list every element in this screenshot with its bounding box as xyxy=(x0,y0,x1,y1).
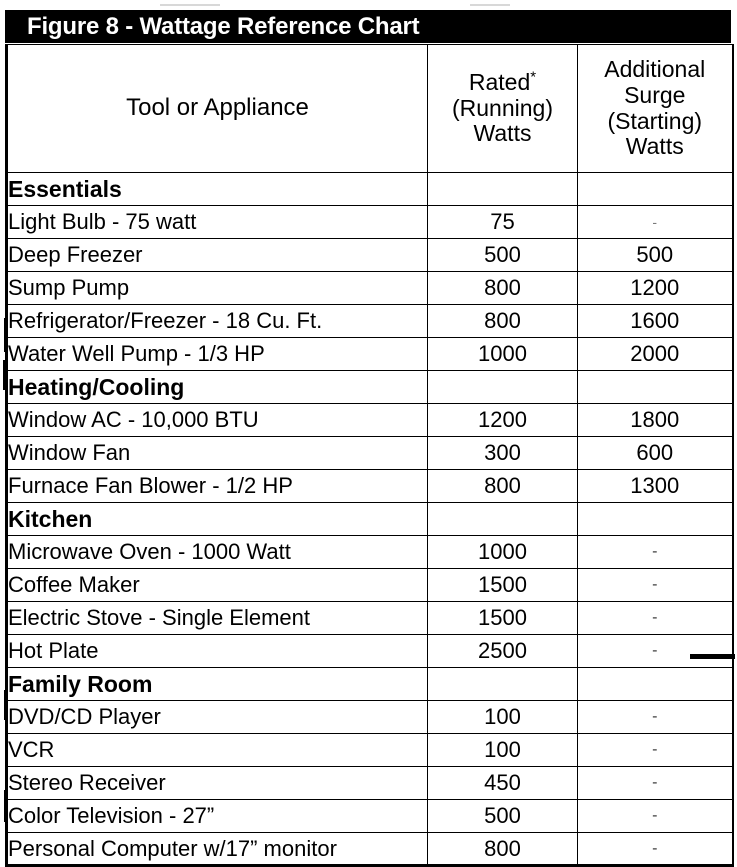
table-row xyxy=(7,239,733,272)
surge-watts-cell: - xyxy=(578,602,733,635)
table-row xyxy=(7,536,733,569)
section-header-row xyxy=(7,173,733,206)
table-head xyxy=(7,45,733,173)
section-title: Family Room xyxy=(7,668,428,701)
appliance-name-cell: Window Fan xyxy=(7,437,428,470)
rated-watts-cell: 1500 xyxy=(428,569,578,602)
appliance-name-cell: VCR xyxy=(7,734,428,767)
rated-line-1 xyxy=(428,70,577,96)
surge-line-2: Surge xyxy=(624,81,686,108)
surge-watts-cell: - xyxy=(578,767,733,800)
table-body xyxy=(7,173,733,866)
section-header-row xyxy=(7,371,733,404)
figure-title-bar xyxy=(5,10,731,43)
surge-watts-cell: 1800 xyxy=(578,404,733,437)
rated-watts-cell: 1500 xyxy=(428,602,578,635)
appliance-name-cell: Color Television - 27” xyxy=(7,800,428,833)
section-rated-blank xyxy=(428,668,578,701)
appliance-name-cell: Microwave Oven - 1000 Watt xyxy=(7,536,428,569)
scan-artifact xyxy=(470,4,510,6)
surge-watts-cell: 1300 xyxy=(578,470,733,503)
rated-watts-cell: 1200 xyxy=(428,404,578,437)
section-rated-blank xyxy=(428,371,578,404)
rated-watts-cell: 1000 xyxy=(428,338,578,371)
appliance-name-cell: Electric Stove - Single Element xyxy=(7,602,428,635)
section-surge-blank xyxy=(578,503,733,536)
appliance-name-cell: Water Well Pump - 1/3 HP xyxy=(7,338,428,371)
table-row xyxy=(7,602,733,635)
rated-watts-cell: 100 xyxy=(428,734,578,767)
rated-watts-cell: 1000 xyxy=(428,536,578,569)
section-title: Essentials xyxy=(7,173,428,206)
appliance-name-cell: Light Bulb - 75 watt xyxy=(7,206,428,239)
section-title: Kitchen xyxy=(7,503,428,536)
wattage-table xyxy=(5,44,734,867)
table-row xyxy=(7,437,733,470)
rated-line-3: Watts xyxy=(473,120,532,147)
section-title: Heating/Cooling xyxy=(7,371,428,404)
table-row xyxy=(7,305,733,338)
surge-watts-cell: - xyxy=(578,734,733,767)
appliance-name-cell: Coffee Maker xyxy=(7,569,428,602)
appliance-name-cell: Sump Pump xyxy=(7,272,428,305)
surge-watts-cell: 600 xyxy=(578,437,733,470)
appliance-name-cell: Hot Plate xyxy=(7,635,428,668)
table-row xyxy=(7,404,733,437)
rated-watts-cell: 2500 xyxy=(428,635,578,668)
column-header-rated-watts xyxy=(428,45,578,173)
table-row xyxy=(7,338,733,371)
rated-watts-cell: 800 xyxy=(428,470,578,503)
column-header-appliance-label: Tool or Appliance xyxy=(126,94,309,122)
section-surge-blank xyxy=(578,371,733,404)
section-surge-blank xyxy=(578,668,733,701)
appliance-name-cell: Furnace Fan Blower - 1/2 HP xyxy=(7,470,428,503)
rated-watts-cell: 800 xyxy=(428,833,578,866)
appliance-name-cell: Window AC - 10,000 BTU xyxy=(7,404,428,437)
surge-watts-cell: 1200 xyxy=(578,272,733,305)
column-header-surge-watts xyxy=(578,45,733,173)
table-row xyxy=(7,635,733,668)
rated-watts-cell: 500 xyxy=(428,239,578,272)
surge-watts-cell: - xyxy=(578,833,733,866)
surge-line-3: (Starting) xyxy=(607,107,703,134)
surge-watts-cell: - xyxy=(578,536,733,569)
surge-watts-cell: 1600 xyxy=(578,305,733,338)
rated-watts-cell: 100 xyxy=(428,701,578,734)
rated-line-2: (Running) xyxy=(452,94,553,121)
appliance-name-cell: DVD/CD Player xyxy=(7,701,428,734)
section-rated-blank xyxy=(428,173,578,206)
appliance-name-cell: Refrigerator/Freezer - 18 Cu. Ft. xyxy=(7,305,428,338)
surge-watts-cell: - xyxy=(578,635,733,668)
surge-watts-cell: - xyxy=(578,800,733,833)
surge-line-1: Additional xyxy=(604,56,706,82)
appliance-name-cell: Deep Freezer xyxy=(7,239,428,272)
surge-watts-cell: 500 xyxy=(578,239,733,272)
rated-watts-cell: 450 xyxy=(428,767,578,800)
appliance-name-cell: Stereo Receiver xyxy=(7,767,428,800)
appliance-name-cell: Personal Computer w/17” monitor xyxy=(7,833,428,866)
table-row xyxy=(7,569,733,602)
section-header-row xyxy=(7,503,733,536)
rated-watts-cell: 75 xyxy=(428,206,578,239)
surge-watts-cell: - xyxy=(578,569,733,602)
rated-watts-cell: 300 xyxy=(428,437,578,470)
column-header-appliance xyxy=(7,45,428,173)
rated-label: Rated xyxy=(468,68,531,95)
footnote-asterisk: * xyxy=(530,68,537,86)
section-header-row xyxy=(7,668,733,701)
rated-watts-cell: 800 xyxy=(428,305,578,338)
section-rated-blank xyxy=(428,503,578,536)
rated-watts-cell: 500 xyxy=(428,800,578,833)
table-row xyxy=(7,734,733,767)
table-row xyxy=(7,800,733,833)
table-row xyxy=(7,767,733,800)
surge-watts-cell: - xyxy=(578,701,733,734)
surge-watts-cell: - xyxy=(578,206,733,239)
page-title: Figure 8 - Wattage Reference Chart xyxy=(27,12,420,40)
surge-line-4: Watts xyxy=(625,133,684,160)
surge-watts-cell: 2000 xyxy=(578,338,733,371)
table-header-row xyxy=(7,45,733,173)
section-surge-blank xyxy=(578,173,733,206)
rated-watts-cell: 800 xyxy=(428,272,578,305)
table-row xyxy=(7,272,733,305)
table-row xyxy=(7,206,733,239)
scan-artifact xyxy=(160,4,220,6)
table-row xyxy=(7,470,733,503)
table-row xyxy=(7,701,733,734)
